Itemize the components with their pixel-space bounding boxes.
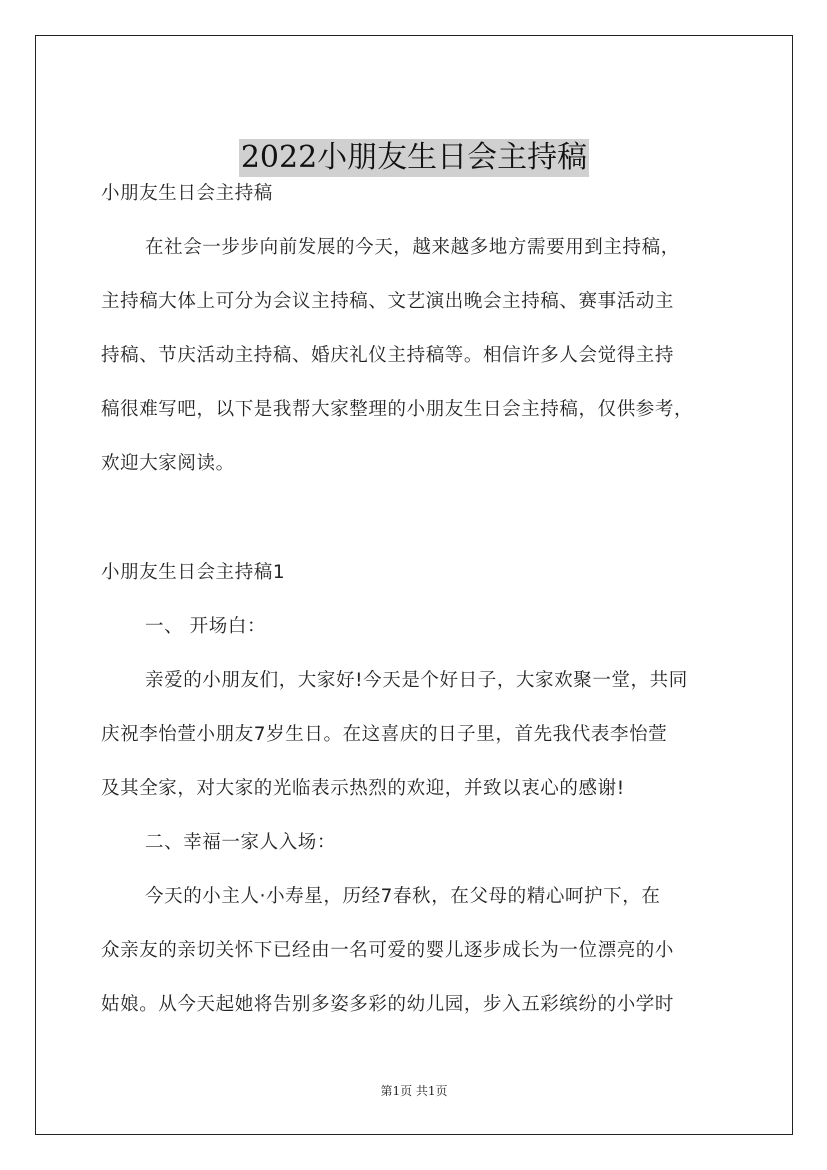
title-wrap (36, 139, 792, 177)
subtitle: 小朋友生日会主持稿 (101, 183, 273, 204)
part2-heading: 二、幸福一家人入场： (145, 832, 337, 853)
intro-line: 欢迎大家阅读。 (101, 453, 235, 474)
paragraph-line: 亲爱的小朋友们，大家好!今天是个好日子，大家欢聚一堂，共同 (145, 670, 688, 691)
paragraph-line: 及其全家，对大家的光临表示热烈的欢迎，并致以衷心的感谢! (101, 778, 625, 799)
intro-line: 主持稿大体上可分为会议主持稿、文艺演出晚会主持稿、赛事活动主 (101, 291, 675, 312)
page-footer: 第1页 共1页 (380, 1084, 448, 1098)
part1-heading: 一、 开场白： (145, 616, 267, 637)
document-title: 2022小朋友生日会主持稿 (240, 140, 588, 175)
paragraph-line: 众亲友的亲切关怀下已经由一名可爱的婴儿逐步成长为一位漂亮的小 (101, 940, 675, 961)
intro-line: 稿很难写吧，以下是我帮大家整理的小朋友生日会主持稿，仅供参考， (101, 399, 694, 420)
intro-line: 在社会一步步向前发展的今天，越来越多地方需要用到主持稿， (145, 237, 680, 258)
document-page (35, 35, 793, 1135)
paragraph-line: 庆祝李怡萱小朋友7岁生日。在这喜庆的日子里，首先我代表李怡萱 (101, 724, 668, 745)
paragraph-line: 今天的小主人·小寿星，历经7春秋，在父母的精心呵护下，在 (145, 886, 661, 907)
intro-line: 持稿、节庆活动主持稿、婚庆礼仪主持稿等。相信许多人会觉得主持 (101, 345, 675, 366)
paragraph-line: 姑娘。从今天起她将告别多姿多彩的幼儿园，步入五彩缤纷的小学时 (101, 994, 675, 1015)
section-heading: 小朋友生日会主持稿1 (101, 562, 286, 583)
